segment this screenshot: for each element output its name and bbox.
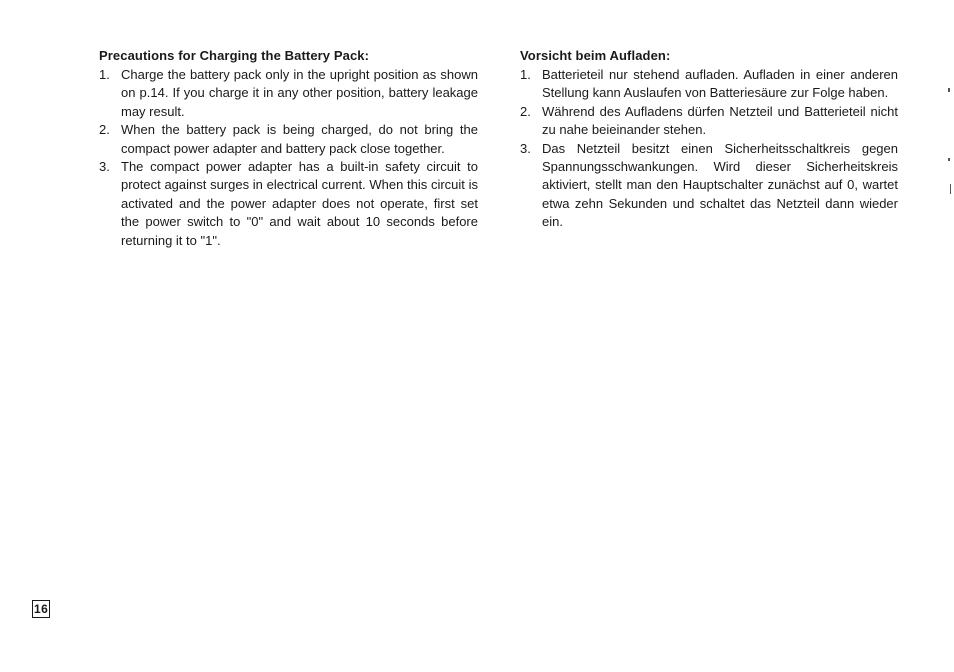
list-item-text: Das Netzteil besitzt einen Sicherheitsschaltkreis gegen Spannungsschwankungen. Wird dieser Sicherheitskreis aktiviert, stellt man den Hauptschalter zunächst auf 0, wartet etwa zehn Sekunden und schaltet das Netzteil dann wieder ein. [542,140,898,230]
list-item [99,66,478,121]
list-item-text: The compact power adapter has a built-in safety circuit to protect against surges in electrical current. When this circuit is activated and the power adapter does not operate, first set the power switch to "0" and wait about 10 seconds before returning it to "1". [121,159,478,248]
scan-edge-mark [948,158,950,161]
page-number: 16 [34,602,49,616]
german-heading: Vorsicht beim Aufladen: [520,48,671,63]
scan-edge-mark [950,184,951,194]
list-item-number: 2. [520,103,531,119]
list-item-text: Während des Aufladens dürfen Netzteil und Batterieteil nicht zu nahe beieinander stehen. [542,103,898,138]
english-column [99,47,478,250]
scan-edge-mark [948,88,950,92]
list-item [520,66,898,103]
english-precautions-list [99,66,478,250]
german-precautions-list [520,66,898,232]
list-item-text: Batterieteil nur stehend aufladen. Aufladen in einer anderen Stellung kann Auslaufen von Batteriesäure zur Folge haben. [542,67,898,101]
list-item-text: When the battery pack is being charged, do not bring the compact power adapter and battery pack close together. [121,122,478,156]
list-item-number: 2. [99,122,110,138]
english-heading: Precautions for Charging the Battery Pack: [99,48,370,63]
list-item [520,103,898,140]
list-item [99,121,478,158]
list-item-number: 3. [99,159,110,175]
german-column [520,47,898,232]
list-item-number: 1. [99,67,110,82]
list-item-number: 1. [520,67,531,82]
list-item-number: 3. [520,140,531,156]
list-item [99,158,478,250]
list-item-text: Charge the battery pack only in the upright position as shown on p.14. If you charge it in any other position, battery leakage may result. [121,67,478,119]
list-item [520,140,898,232]
